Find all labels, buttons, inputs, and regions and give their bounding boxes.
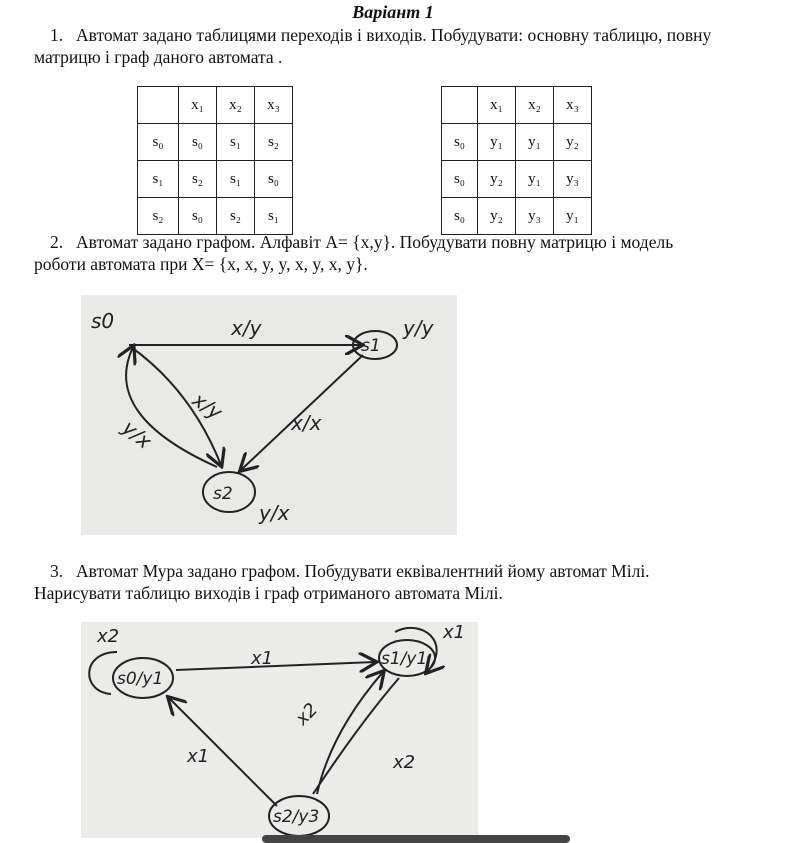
table-header-cell: x₃ — [255, 87, 293, 124]
edge-s2-s0 — [169, 698, 277, 806]
node-s0-label: s0 — [91, 309, 115, 333]
task-1-number: 1. — [50, 25, 64, 45]
task-2 — [36, 231, 781, 275]
node-s2-label: s2/y3 — [273, 807, 320, 827]
edge-s2-s0-label: y/x — [117, 415, 157, 454]
task-1-line-1: Автомат задано таблицями переходів і виходів. Побудувати: основну таблицю, повну — [76, 25, 712, 45]
variant-title: Варіант 1 — [352, 2, 434, 22]
loop-s1-label: y/y — [403, 316, 434, 340]
table-cell: y₁ — [478, 124, 516, 161]
task-2-number: 2. — [50, 232, 64, 252]
table-cell: s₀ — [138, 124, 179, 161]
edge-s2-s1 — [317, 672, 383, 794]
graph-photo-1 — [81, 295, 457, 535]
task-1-line-2: матрицю і граф даного автомата . — [34, 47, 283, 67]
graph-photo-2 — [81, 622, 478, 838]
loop-s2-label: y/x — [259, 501, 290, 525]
edge-s0-s1-label: x/y — [231, 316, 262, 340]
table-cell: s₂ — [138, 198, 179, 235]
loop-s1-label: x1 — [443, 622, 466, 643]
transition-table — [137, 86, 293, 235]
edge-s2-s1-label: x2 — [291, 699, 323, 730]
table-cell: s₁ — [217, 124, 255, 161]
task-3 — [36, 560, 781, 604]
automaton-graph-1 — [81, 295, 457, 535]
table-cell: s₂ — [217, 198, 255, 235]
edge-s0-s2-label: x/y — [188, 387, 227, 425]
edge-s0-s1 — [176, 662, 375, 670]
horizontal-scrollbar[interactable] — [262, 835, 570, 843]
table-cell: s₂ — [179, 161, 217, 198]
table-cell: s₀ — [442, 198, 478, 235]
table-cell: s₂ — [255, 124, 293, 161]
table-cell: s₀ — [255, 161, 293, 198]
node-s2-label: s2 — [213, 484, 233, 504]
node-s1-label: s1 — [361, 336, 381, 356]
task-2-line-1: Автомат задано графом. Алфавіт A= {x,y}. Побудувати повну матрицю і модель — [76, 232, 674, 252]
task-1 — [36, 24, 781, 68]
table-header-cell — [138, 87, 179, 124]
table-header-cell: x₂ — [217, 87, 255, 124]
table-cell: y₂ — [478, 161, 516, 198]
table-header-cell: x₁ — [179, 87, 217, 124]
edge-s1-s2 — [313, 678, 399, 794]
task-3-line-1: Автомат Мура задано графом. Побудувати еквівалентний йому автомат Мілі. — [76, 561, 650, 581]
edge-s0-s1-label: x1 — [251, 648, 274, 669]
table-cell: s₀ — [442, 124, 478, 161]
table-header-cell: x₃ — [554, 87, 592, 124]
edge-s1-s2-label: x/x — [291, 411, 322, 435]
table-cell: y₁ — [516, 161, 554, 198]
node-s0-label: s0/y1 — [117, 669, 164, 689]
table-cell: y₃ — [554, 161, 592, 198]
table-cell: s₀ — [179, 198, 217, 235]
moore-graph — [81, 622, 478, 838]
table-header-cell: x₂ — [516, 87, 554, 124]
table-cell: y₃ — [516, 198, 554, 235]
table-cell: s₀ — [179, 124, 217, 161]
table-cell: s₁ — [255, 198, 293, 235]
table-cell: y₁ — [554, 198, 592, 235]
node-s1-label: s1/y1 — [381, 649, 428, 669]
table-header-cell: x₁ — [478, 87, 516, 124]
output-table — [441, 86, 592, 235]
table-cell: s₁ — [217, 161, 255, 198]
table-cell: s₁ — [138, 161, 179, 198]
task-3-line-2: Нарисувати таблицю виходів і граф отриманого автомата Мілі. — [34, 583, 503, 603]
edge-s2-s0-label: x1 — [187, 746, 210, 767]
table-cell: y₁ — [516, 124, 554, 161]
edge-s1-s2-label: x2 — [393, 752, 416, 773]
table-cell: y₂ — [554, 124, 592, 161]
task-3-number: 3. — [50, 561, 64, 581]
table-cell: y₂ — [478, 198, 516, 235]
table-header-cell — [442, 87, 478, 124]
table-cell: s₀ — [442, 161, 478, 198]
task-2-line-2: роботи автомата при X= {x, x, y, y, x, y, x, y}. — [34, 254, 368, 274]
loop-s0-label: x2 — [97, 626, 120, 647]
